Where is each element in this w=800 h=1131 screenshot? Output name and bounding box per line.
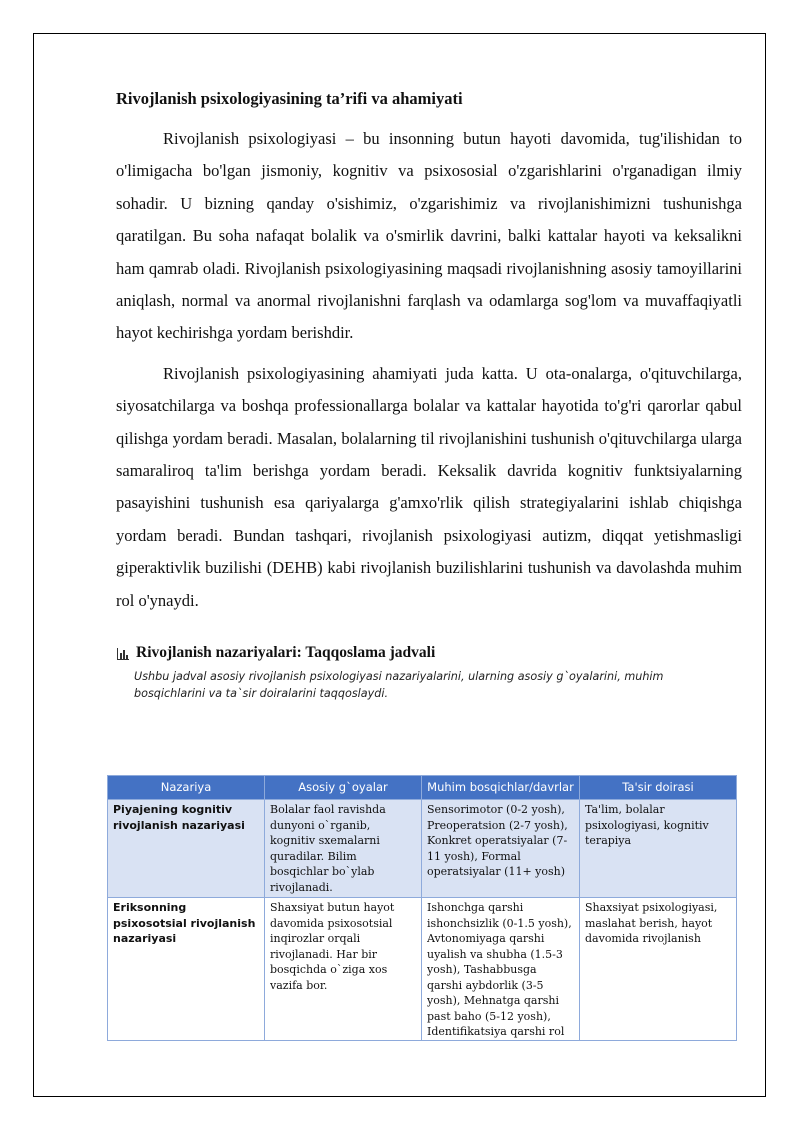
bar-chart-icon [116,646,130,660]
theory-name-text: Eriksonning psixosotsial rivojlanish nazariyasi [113,901,256,945]
header-main-ideas: Asosiy g`oyalar [265,776,422,800]
header-scope: Ta'sir doirasi [580,776,737,800]
scope-cell: Ta'lim, bolalar psixologiyasi, kognitiv terapiya [580,800,737,898]
document-body [116,88,742,702]
header-stages: Muhim bosqichlar/davrlar [422,776,580,800]
theory-name-cell [108,898,265,1041]
stages-cell: Sensorimotor (0-2 yosh), Preoperatsion (2-7 yosh), Konkret operatsiyalar (7-11 yosh), Formal operatsiyalar (11+ yosh) [422,800,580,898]
comparison-table [107,775,737,1041]
scope-cell [580,898,737,1041]
stages-text: Ishonchga qarshi ishonchsizlik (0-1.5 yosh), Avtonomiyaga qarshi uyalish va shubha (1.5-3 yosh), Tashabbusga qarshi aybdorlik (3-5 yosh), Mehnatga qarshi past baho (5-12 yosh), Identifikatsiya qarshi rol [427,901,572,1038]
main-ideas-text: Shaxsiyat butun hayot davomida psixosotsial inqirozlar orqali rivojlanadi. Har bir bosqichda o`ziga xos vazifa bor. [270,901,395,992]
table-section-heading [116,642,742,664]
stages-cell [422,898,580,1041]
main-ideas-cell: Bolalar faol ravishda dunyoni o`rganib, kognitiv sxemalarni quradilar. Bilim bosqichlar bo`ylab rivojlanadi. [265,800,422,898]
paragraph-definition: Rivojlanish psixologiyasi – bu insonning butun hayoti davomida, tug'ilishidan to o'limigacha bo'lgan jismoniy, kognitiv va psixososial o'zgarishlarini o'rganadigan ilmiy sohadir. U bizning qanday o'sishimiz, o'zgarishimiz va rivojlanishimizni tushunishga qaratilgan. Bu soha nafaqat bolalik va o'smirlik davrini, balki kattalar hayoti va keksalikni ham qamrab oladi. Rivojlanish psixologiyasining maqsadi rivojlanishning asosiy tamoyillarini aniqlash, normal va anormal rivojlanishni farqlash va odamlarga sog'lom va muvaffaqiyatli hayot kechirishga yordam berishdir. [116,129,742,343]
paragraph-importance: Rivojlanish psixologiyasining ahamiyati juda katta. U ota-onalarga, o'qituvchilarga, siyosatchilarga va boshqa professionallarga bolalar va kattalar hayotida to'g'ri qarorlar qabul qilishga yordam beradi. Masalan, bolalarning til rivojlanishini tushunish o'qituvchilarga ularga samaraliroq ta'lim berishga yordam beradi. Keksalik davrida kognitiv funktsiyalarning pasayishini tushunish esa qariyalarga g'amxo'rlik qilish strategiyalarini ishlab chiqishga yordam beradi. Bundan tashqari, rivojlanish psixologiyasi autizm, diqqat yetishmasligi giperaktivlik buzilishi (DEHB) kabi rivojlanish buzilishlarini tushunish va davolashda muhim rol o'ynaydi. [116,363,742,610]
main-ideas-cell [265,898,422,1041]
section-description: Ushbu jadval asosiy rivojlanish psixologiyasi nazariyalarini, ularning asosiy g`oyalarini, muhim bosqichlarini va ta`sir doiralarini taqqoslaydi. [134,670,664,700]
scope-text: Shaxsiyat psixologiyasi, maslahat berish, hayot davomida rivojlanish [585,901,718,945]
header-theory: Nazariya [108,776,265,800]
section-heading-text: Rivojlanish nazariyalari: Taqqoslama jadvali [136,644,436,662]
document-title: Rivojlanish psixologiyasining ta’rifi va ahamiyati [116,89,463,108]
table-header-row [108,776,737,800]
table-row [108,800,737,898]
table-row [108,898,737,1041]
theory-name-cell: Piyajening kognitiv rivojlanish nazariyasi [108,800,265,898]
